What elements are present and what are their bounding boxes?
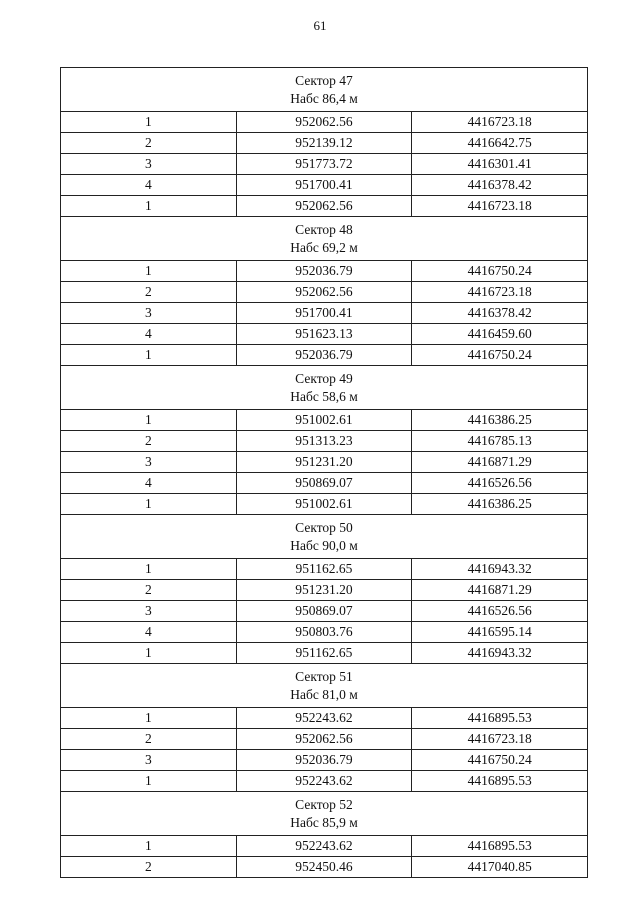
y-coordinate: 4417040.85: [412, 857, 588, 878]
point-number: 1: [61, 708, 237, 729]
y-coordinate: 4416785.13: [412, 431, 588, 452]
y-coordinate: 4416750.24: [412, 750, 588, 771]
x-coordinate: 950803.76: [236, 622, 412, 643]
x-coordinate: 951162.65: [236, 643, 412, 664]
sector-height: Набс 58,6 м: [290, 389, 358, 404]
y-coordinate: 4416723.18: [412, 112, 588, 133]
point-number: 1: [61, 643, 237, 664]
table-row: [61, 175, 588, 196]
sector-height: Набс 85,9 м: [290, 815, 358, 830]
sector-title: Сектор 52: [295, 797, 353, 812]
y-coordinate: 4416386.25: [412, 494, 588, 515]
sector-title: Сектор 48: [295, 222, 353, 237]
table-row: [61, 836, 588, 857]
sector-title: Сектор 51: [295, 669, 353, 684]
x-coordinate: 951700.41: [236, 303, 412, 324]
x-coordinate: 952036.79: [236, 261, 412, 282]
x-coordinate: 951002.61: [236, 410, 412, 431]
point-number: 1: [61, 410, 237, 431]
x-coordinate: 952243.62: [236, 771, 412, 792]
point-number: 2: [61, 431, 237, 452]
y-coordinate: 4416895.53: [412, 771, 588, 792]
table-row: [61, 133, 588, 154]
sector-title: Сектор 50: [295, 520, 353, 535]
y-coordinate: 4416895.53: [412, 836, 588, 857]
y-coordinate: 4416723.18: [412, 196, 588, 217]
y-coordinate: 4416526.56: [412, 473, 588, 494]
y-coordinate: 4416750.24: [412, 345, 588, 366]
x-coordinate: 952243.62: [236, 708, 412, 729]
sector-header-row: [61, 217, 588, 261]
table-row: [61, 282, 588, 303]
point-number: 1: [61, 771, 237, 792]
point-number: 2: [61, 133, 237, 154]
table-row: [61, 324, 588, 345]
sector-header-cell: [61, 68, 588, 112]
point-number: 3: [61, 452, 237, 473]
x-coordinate: 951002.61: [236, 494, 412, 515]
sector-height: Набс 86,4 м: [290, 91, 358, 106]
point-number: 4: [61, 175, 237, 196]
table-row: [61, 559, 588, 580]
point-number: 1: [61, 836, 237, 857]
point-number: 1: [61, 494, 237, 515]
sector-header-row: [61, 366, 588, 410]
y-coordinate: 4416386.25: [412, 410, 588, 431]
point-number: 1: [61, 261, 237, 282]
table-row: [61, 494, 588, 515]
sector-header-row: [61, 68, 588, 112]
sector-header-cell: [61, 217, 588, 261]
sector-header-cell: [61, 664, 588, 708]
x-coordinate: 952062.56: [236, 112, 412, 133]
y-coordinate: 4416301.41: [412, 154, 588, 175]
sector-title: Сектор 47: [295, 73, 353, 88]
x-coordinate: 952062.56: [236, 196, 412, 217]
x-coordinate: 951700.41: [236, 175, 412, 196]
table-row: [61, 410, 588, 431]
y-coordinate: 4416871.29: [412, 580, 588, 601]
table-row: [61, 622, 588, 643]
table-row: [61, 729, 588, 750]
sector-header-row: [61, 792, 588, 836]
x-coordinate: 952450.46: [236, 857, 412, 878]
point-number: 4: [61, 473, 237, 494]
y-coordinate: 4416378.42: [412, 175, 588, 196]
y-coordinate: 4416750.24: [412, 261, 588, 282]
sector-height: Набс 69,2 м: [290, 240, 358, 255]
x-coordinate: 951231.20: [236, 452, 412, 473]
sector-title: Сектор 49: [295, 371, 353, 386]
x-coordinate: 952062.56: [236, 282, 412, 303]
point-number: 2: [61, 580, 237, 601]
table-row: [61, 580, 588, 601]
x-coordinate: 952243.62: [236, 836, 412, 857]
point-number: 1: [61, 559, 237, 580]
table-row: [61, 708, 588, 729]
point-number: 1: [61, 196, 237, 217]
sector-header-cell: [61, 366, 588, 410]
table-row: [61, 112, 588, 133]
y-coordinate: 4416723.18: [412, 729, 588, 750]
table-row: [61, 154, 588, 175]
point-number: 1: [61, 112, 237, 133]
table-row: [61, 303, 588, 324]
y-coordinate: 4416943.32: [412, 559, 588, 580]
x-coordinate: 952062.56: [236, 729, 412, 750]
sector-height: Набс 90,0 м: [290, 538, 358, 553]
x-coordinate: 951313.23: [236, 431, 412, 452]
sector-header-cell: [61, 515, 588, 559]
point-number: 4: [61, 324, 237, 345]
table-row: [61, 643, 588, 664]
x-coordinate: 952036.79: [236, 345, 412, 366]
point-number: 2: [61, 729, 237, 750]
y-coordinate: 4416871.29: [412, 452, 588, 473]
point-number: 2: [61, 857, 237, 878]
point-number: 4: [61, 622, 237, 643]
x-coordinate: 951231.20: [236, 580, 412, 601]
coordinates-table: [60, 67, 588, 878]
table-row: [61, 345, 588, 366]
x-coordinate: 950869.07: [236, 601, 412, 622]
y-coordinate: 4416378.42: [412, 303, 588, 324]
y-coordinate: 4416595.14: [412, 622, 588, 643]
table-row: [61, 473, 588, 494]
table-row: [61, 431, 588, 452]
y-coordinate: 4416642.75: [412, 133, 588, 154]
table-row: [61, 750, 588, 771]
table-row: [61, 261, 588, 282]
x-coordinate: 952036.79: [236, 750, 412, 771]
point-number: 3: [61, 601, 237, 622]
y-coordinate: 4416459.60: [412, 324, 588, 345]
y-coordinate: 4416895.53: [412, 708, 588, 729]
point-number: 2: [61, 282, 237, 303]
x-coordinate: 951773.72: [236, 154, 412, 175]
x-coordinate: 952139.12: [236, 133, 412, 154]
point-number: 3: [61, 154, 237, 175]
point-number: 3: [61, 750, 237, 771]
y-coordinate: 4416943.32: [412, 643, 588, 664]
coordinates-table-body: [61, 68, 588, 878]
table-row: [61, 601, 588, 622]
sector-header-row: [61, 664, 588, 708]
sector-header-cell: [61, 792, 588, 836]
table-row: [61, 857, 588, 878]
x-coordinate: 951162.65: [236, 559, 412, 580]
y-coordinate: 4416526.56: [412, 601, 588, 622]
x-coordinate: 951623.13: [236, 324, 412, 345]
page-number: 61: [313, 18, 327, 33]
sector-header-row: [61, 515, 588, 559]
table-row: [61, 196, 588, 217]
point-number: 1: [61, 345, 237, 366]
table-row: [61, 452, 588, 473]
point-number: 3: [61, 303, 237, 324]
sector-height: Набс 81,0 м: [290, 687, 358, 702]
table-row: [61, 771, 588, 792]
x-coordinate: 950869.07: [236, 473, 412, 494]
y-coordinate: 4416723.18: [412, 282, 588, 303]
